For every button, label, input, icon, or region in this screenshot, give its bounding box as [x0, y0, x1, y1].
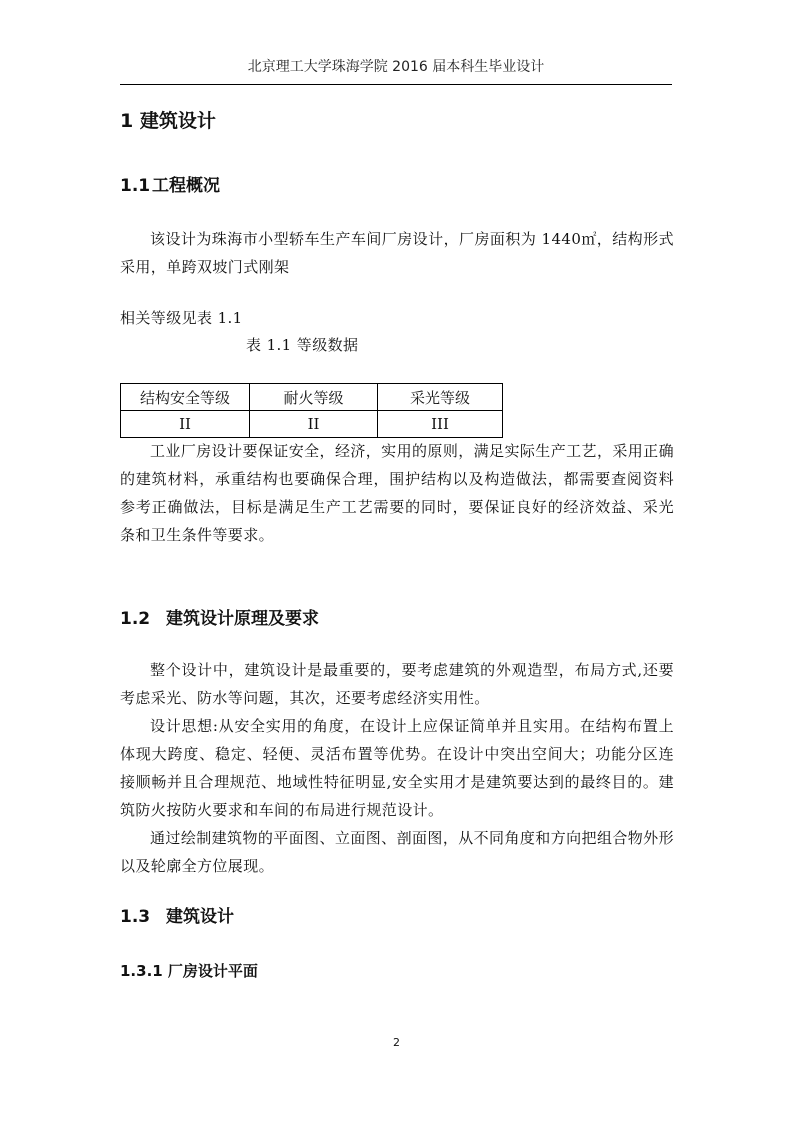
- section-title: 工程概况: [152, 176, 220, 196]
- section-number: 1.2: [120, 609, 151, 629]
- table-header-cell: 采光等级: [378, 384, 503, 411]
- section-title: 建筑设计原理及要求: [166, 609, 319, 629]
- section-1-2-heading: [120, 604, 319, 629]
- grade-table: [120, 383, 503, 438]
- page-header: 北京理工大学珠海学院 2016 届本科生毕业设计: [247, 59, 545, 75]
- table-caption: 表 1.1 等级数据: [246, 336, 359, 354]
- section-number: 1.3: [120, 907, 151, 927]
- table-cell: III: [378, 411, 503, 438]
- subsection-heading: 1.3.1 厂房设计平面: [120, 962, 258, 980]
- design-paragraph-2: 设计思想:从安全实用的角度，在设计上应保证简单并且实用。在结构布置上体现大跨度、稳定、轻便、灵活布置等优势。在设计中突出空间大；功能分区连接顺畅并且合理规范、地域性特征明显,安全实用才是建筑要达到的最终目的。建筑防火按防火要求和车间的布局进行规范设计。: [120, 717, 674, 819]
- header-rule: [120, 84, 672, 85]
- table-row: [121, 411, 503, 438]
- page-number: 2: [393, 1036, 400, 1049]
- chapter-title: 1 建筑设计: [120, 110, 216, 132]
- overview-paragraph: 该设计为珠海市小型轿车生产车间厂房设计，厂房面积为 1440㎡，结构形式采用，单跨双坡门式刚架: [120, 230, 674, 276]
- section-title: 建筑设计: [166, 907, 234, 927]
- section-number: 1.1: [120, 176, 151, 196]
- table-cell: II: [250, 411, 378, 438]
- principle-paragraph: 工业厂房设计要保证安全，经济，实用的原则，满足实际生产工艺，采用正确的建筑材料，承重结构也要确保合理，围护结构以及构造做法，都需要查阅资料参考正确做法，目标是满足生产工艺需要的同时，要保证良好的经济效益、采光条和卫生条件等要求。: [120, 442, 674, 544]
- table-cell: II: [121, 411, 250, 438]
- section-1-3-heading: [120, 902, 234, 927]
- design-paragraph-3: 通过绘制建筑物的平面图、立面图、剖面图，从不同角度和方向把组合物外形以及轮廓全方位展现。: [120, 829, 674, 875]
- table-header-cell: 耐火等级: [250, 384, 378, 411]
- section-1-1-heading: [120, 171, 220, 196]
- table-header-cell: 结构安全等级: [121, 384, 250, 411]
- design-paragraph-1: 整个设计中，建筑设计是最重要的，要考虑建筑的外观造型，布局方式,还要考虑采光、防水等问题，其次，还要考虑经济实用性。: [120, 661, 674, 707]
- table-reference: 相关等级见表 1.1: [120, 309, 243, 327]
- table-header-row: [121, 384, 503, 411]
